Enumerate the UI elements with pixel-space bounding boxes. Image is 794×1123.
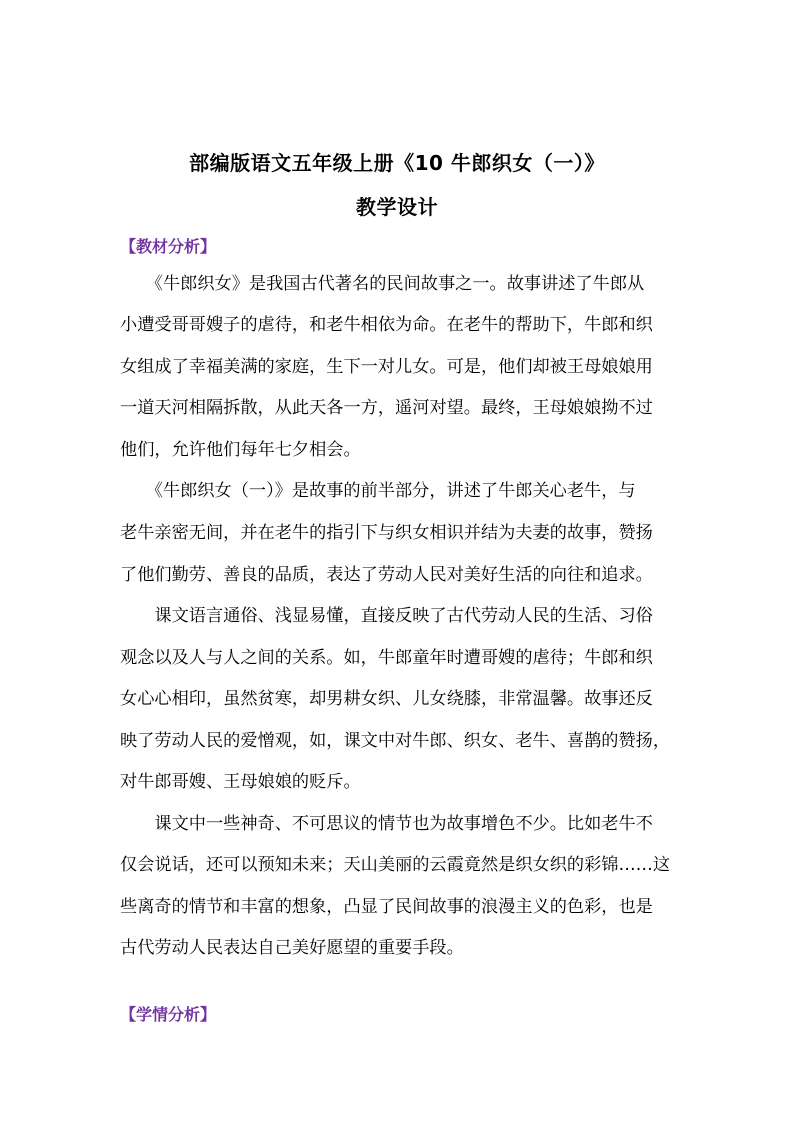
paragraph-line: 古代劳动人民表达自己美好愿望的重要手段。 <box>120 938 464 958</box>
paragraph-line: 女心心相印，虽然贫寒，却男耕女织、儿女绕膝，非常温馨。故事还反 <box>120 689 653 709</box>
paragraph-line: 女组成了幸福美满的家庭，生下一对儿女。可是，他们却被王母娘娘用 <box>120 357 653 377</box>
paragraph-line: 《牛郎织女》是我国古代著名的民间故事之一。故事讲述了牛郎从 <box>120 274 645 294</box>
section-heading-learner-analysis: 【学情分析】 <box>120 1005 217 1024</box>
paragraph-line: 一道天河相隔拆散，从此天各一方，遥河对望。最终，王母娘娘拗不过 <box>120 398 653 418</box>
paragraph-line: 《牛郎织女（一）》是故事的前半部分，讲述了牛郎关心老牛，与 <box>120 481 636 501</box>
paragraph-line: 了他们勤劳、善良的品质，表达了劳动人民对美好生活的向往和追求。 <box>120 565 653 585</box>
paragraph-line: 映了劳动人民的爱憎观，如，课文中对牛郎、织女、老牛、喜鹊的赞扬， <box>120 731 671 751</box>
paragraph-line: 老牛亲密无间，并在老牛的指引下与织女相识并结为夫妻的故事，赞扬 <box>120 523 653 543</box>
document-title: 部编版语文五年级上册《10 牛郎织女（一）》 <box>189 151 605 175</box>
paragraph-line: 他们，允许他们每年七夕相会。 <box>120 440 361 460</box>
paragraph-line: 对牛郎哥嫂、王母娘娘的贬斥。 <box>120 772 361 792</box>
document-subtitle: 教学设计 <box>356 195 438 219</box>
paragraph-line: 仅会说话，还可以预知未来；天山美丽的云霞竟然是织女织的彩锦……这 <box>120 855 671 875</box>
paragraph-line: 些离奇的情节和丰富的想象，凸显了民间故事的浪漫主义的色彩，也是 <box>120 897 653 917</box>
paragraph-line: 小遭受哥哥嫂子的虐待，和老牛相依为命。在老牛的帮助下，牛郎和织 <box>120 315 653 335</box>
paragraph-line: 课文中一些神奇、不可思议的情节也为故事增色不少。比如老牛不 <box>120 814 653 834</box>
section-heading-material-analysis: 【教材分析】 <box>120 237 217 256</box>
paragraph-line: 课文语言通俗、浅显易懂，直接反映了古代劳动人民的生活、习俗 <box>120 606 653 626</box>
paragraph-line: 观念以及人与人之间的关系。如，牛郎童年时遭哥嫂的虐待；牛郎和织 <box>120 648 653 668</box>
